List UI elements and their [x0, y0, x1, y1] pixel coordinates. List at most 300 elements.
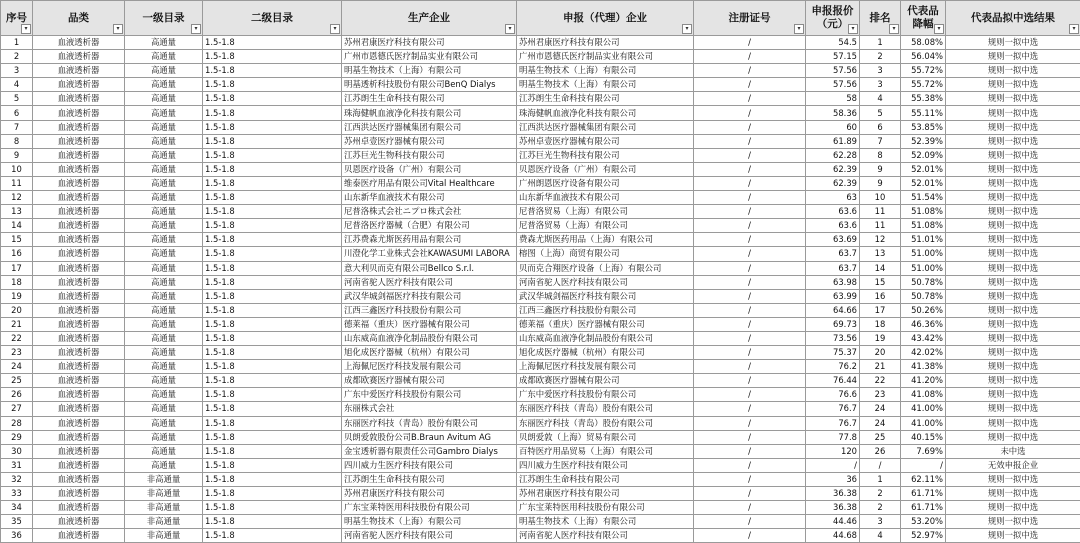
table-cell[interactable]: 规则一拟中选 — [946, 148, 1080, 162]
table-cell[interactable]: 62.39 — [806, 176, 860, 190]
table-cell[interactable]: 广州朗恩医疗设备有限公司 — [517, 176, 694, 190]
table-cell[interactable]: 62.39 — [806, 162, 860, 176]
table-cell[interactable]: 55.11% — [901, 106, 946, 120]
table-cell[interactable]: 规则一拟中选 — [946, 303, 1080, 317]
table-cell[interactable]: / — [694, 487, 806, 501]
table-cell[interactable]: 珠海健帆血液净化科技有限公司 — [342, 106, 517, 120]
table-cell[interactable]: 1 — [860, 472, 901, 486]
table-cell[interactable]: 4 — [1, 78, 33, 92]
table-cell[interactable]: / — [694, 430, 806, 444]
table-cell[interactable]: 58.36 — [806, 106, 860, 120]
column-header[interactable] — [1, 1, 33, 36]
table-cell[interactable]: 76.7 — [806, 416, 860, 430]
table-cell[interactable]: 62.28 — [806, 148, 860, 162]
table-cell[interactable]: 血液透析器 — [33, 233, 125, 247]
table-cell[interactable]: 血液透析器 — [33, 374, 125, 388]
table-cell[interactable]: 41.38% — [901, 360, 946, 374]
table-cell[interactable]: 明基生物技术（上海）有限公司 — [342, 515, 517, 529]
table-cell[interactable]: / — [694, 360, 806, 374]
column-header[interactable] — [694, 1, 806, 36]
table-cell[interactable]: 44.46 — [806, 515, 860, 529]
table-cell[interactable]: 规则一拟中选 — [946, 233, 1080, 247]
table-cell[interactable]: 19 — [860, 331, 901, 345]
table-cell[interactable]: / — [694, 458, 806, 472]
table-cell[interactable]: 17 — [1, 261, 33, 275]
table-cell[interactable]: 1.5-1.8 — [203, 205, 342, 219]
table-cell[interactable]: 1.5-1.8 — [203, 487, 342, 501]
table-cell[interactable]: 61.89 — [806, 134, 860, 148]
table-cell[interactable]: 高通量 — [125, 360, 203, 374]
filter-dropdown-icon[interactable]: ▾ — [1069, 24, 1079, 34]
table-cell[interactable]: 24 — [1, 360, 33, 374]
table-cell[interactable]: 规则一拟中选 — [946, 402, 1080, 416]
table-cell[interactable]: 血液透析器 — [33, 134, 125, 148]
table-cell[interactable]: 76.6 — [806, 388, 860, 402]
table-cell[interactable]: / — [694, 317, 806, 331]
table-cell[interactable]: 血液透析器 — [33, 444, 125, 458]
table-cell[interactable]: 1.5-1.8 — [203, 36, 342, 50]
table-cell[interactable]: 51.08% — [901, 205, 946, 219]
table-cell[interactable]: 53.85% — [901, 120, 946, 134]
table-cell[interactable]: 贝朗爱敦股份公司B.Braun Avitum AG — [342, 430, 517, 444]
table-cell[interactable]: 成都欧赛医疗器械有限公司 — [517, 374, 694, 388]
table-cell[interactable]: / — [694, 106, 806, 120]
table-cell[interactable]: 高通量 — [125, 331, 203, 345]
table-cell[interactable]: 52.01% — [901, 176, 946, 190]
table-cell[interactable]: 50.26% — [901, 303, 946, 317]
table-cell[interactable]: 德莱福（重庆）医疗器械有限公司 — [517, 317, 694, 331]
table-cell[interactable]: 2 — [860, 487, 901, 501]
table-cell[interactable]: / — [694, 134, 806, 148]
column-header[interactable] — [946, 1, 1080, 36]
table-cell[interactable]: 广东宝莱特医用科技股份有限公司 — [342, 501, 517, 515]
table-cell[interactable]: / — [694, 515, 806, 529]
table-cell[interactable]: 17 — [860, 303, 901, 317]
table-cell[interactable]: 55.38% — [901, 92, 946, 106]
table-cell[interactable]: 63.7 — [806, 261, 860, 275]
table-cell[interactable]: 18 — [1, 275, 33, 289]
table-cell[interactable]: 8 — [860, 148, 901, 162]
table-cell[interactable]: 19 — [1, 289, 33, 303]
table-cell[interactable]: 15 — [1, 233, 33, 247]
table-cell[interactable]: 1.5-1.8 — [203, 64, 342, 78]
table-cell[interactable]: 规则一拟中选 — [946, 289, 1080, 303]
table-cell[interactable]: 高通量 — [125, 176, 203, 190]
table-cell[interactable]: 规则一拟中选 — [946, 487, 1080, 501]
table-cell[interactable]: 44.68 — [806, 529, 860, 543]
table-cell[interactable]: 41.08% — [901, 388, 946, 402]
table-cell[interactable]: / — [694, 176, 806, 190]
table-cell[interactable]: 42.02% — [901, 346, 946, 360]
table-cell[interactable]: 21 — [1, 317, 33, 331]
table-cell[interactable]: 血液透析器 — [33, 176, 125, 190]
table-cell[interactable]: 15 — [860, 275, 901, 289]
table-cell[interactable]: 52.01% — [901, 162, 946, 176]
table-cell[interactable]: 武汉华城剑福医疗科技有限公司 — [517, 289, 694, 303]
table-cell[interactable]: / — [694, 36, 806, 50]
table-cell[interactable]: 广东中爱医疗科技股份有限公司 — [342, 388, 517, 402]
table-cell[interactable]: 30 — [1, 444, 33, 458]
table-cell[interactable]: 27 — [1, 402, 33, 416]
table-cell[interactable]: 高通量 — [125, 261, 203, 275]
table-cell[interactable]: 1.5-1.8 — [203, 402, 342, 416]
table-cell[interactable]: 51.08% — [901, 219, 946, 233]
table-cell[interactable]: 1.5-1.8 — [203, 191, 342, 205]
table-cell[interactable]: 1.5-1.8 — [203, 458, 342, 472]
table-cell[interactable]: 明基生物技术（上海）有限公司 — [342, 64, 517, 78]
table-cell[interactable]: 血液透析器 — [33, 458, 125, 472]
table-cell[interactable]: 苏州君康医疗科技有限公司 — [342, 36, 517, 50]
table-cell[interactable]: 53.20% — [901, 515, 946, 529]
table-cell[interactable]: / — [694, 261, 806, 275]
table-cell[interactable]: 1.5-1.8 — [203, 374, 342, 388]
table-cell[interactable]: / — [694, 120, 806, 134]
table-cell[interactable]: / — [694, 162, 806, 176]
table-cell[interactable]: 1.5-1.8 — [203, 261, 342, 275]
table-cell[interactable]: 2 — [860, 50, 901, 64]
table-cell[interactable]: 73.56 — [806, 331, 860, 345]
table-cell[interactable]: 高通量 — [125, 162, 203, 176]
table-cell[interactable]: 55.72% — [901, 78, 946, 92]
table-cell[interactable]: 120 — [806, 444, 860, 458]
table-cell[interactable]: 苏州君康医疗科技有限公司 — [342, 487, 517, 501]
table-cell[interactable]: 76.2 — [806, 360, 860, 374]
table-cell[interactable]: 金宝透析器有限责任公司Gambro Dialys — [342, 444, 517, 458]
table-cell[interactable]: 规则一拟中选 — [946, 346, 1080, 360]
filter-dropdown-icon[interactable]: ▾ — [682, 24, 692, 34]
table-cell[interactable]: 高通量 — [125, 50, 203, 64]
table-cell[interactable]: 41.00% — [901, 416, 946, 430]
table-cell[interactable]: 31 — [1, 458, 33, 472]
table-cell[interactable]: 3 — [860, 64, 901, 78]
table-cell[interactable]: 血液透析器 — [33, 317, 125, 331]
table-cell[interactable]: 高通量 — [125, 148, 203, 162]
column-header[interactable] — [125, 1, 203, 36]
table-cell[interactable]: 无效申报企业 — [946, 458, 1080, 472]
table-cell[interactable]: 百特医疗用品贸易（上海）有限公司 — [517, 444, 694, 458]
table-cell[interactable]: 江苏朗生生命科技有限公司 — [517, 472, 694, 486]
table-cell[interactable]: 41.00% — [901, 402, 946, 416]
column-header[interactable] — [342, 1, 517, 36]
table-cell[interactable]: 9 — [1, 148, 33, 162]
table-cell[interactable]: 26 — [1, 388, 33, 402]
table-cell[interactable]: / — [694, 331, 806, 345]
table-cell[interactable]: 24 — [860, 416, 901, 430]
table-cell[interactable]: 13 — [1, 205, 33, 219]
table-cell[interactable]: 规则一拟中选 — [946, 374, 1080, 388]
table-cell[interactable]: 3 — [1, 64, 33, 78]
table-cell[interactable]: 1.5-1.8 — [203, 219, 342, 233]
table-cell[interactable]: 58.08% — [901, 36, 946, 50]
table-cell[interactable]: 苏州卓壹医疗器械有限公司 — [342, 134, 517, 148]
table-cell[interactable]: 规则一拟中选 — [946, 515, 1080, 529]
table-cell[interactable]: / — [860, 458, 901, 472]
table-cell[interactable]: 规则一拟中选 — [946, 120, 1080, 134]
table-cell[interactable]: 76.44 — [806, 374, 860, 388]
table-cell[interactable]: 榕图（上海）商贸有限公司 — [517, 247, 694, 261]
table-cell[interactable]: 血液透析器 — [33, 430, 125, 444]
table-cell[interactable]: 非高通量 — [125, 501, 203, 515]
table-cell[interactable]: 未中选 — [946, 444, 1080, 458]
table-cell[interactable]: 1.5-1.8 — [203, 275, 342, 289]
table-cell[interactable]: 血液透析器 — [33, 346, 125, 360]
table-cell[interactable]: 1.5-1.8 — [203, 331, 342, 345]
table-cell[interactable]: 山东威高血液净化制品股份有限公司 — [342, 331, 517, 345]
table-cell[interactable]: 21 — [860, 360, 901, 374]
table-cell[interactable]: 规则一拟中选 — [946, 78, 1080, 92]
table-cell[interactable]: 旭化成医疗器械（杭州）有限公司 — [517, 346, 694, 360]
table-cell[interactable]: 51.54% — [901, 191, 946, 205]
table-cell[interactable]: 血液透析器 — [33, 106, 125, 120]
table-cell[interactable]: 苏州卓壹医疗器械有限公司 — [517, 134, 694, 148]
table-cell[interactable]: 规则一拟中选 — [946, 388, 1080, 402]
table-cell[interactable]: 血液透析器 — [33, 162, 125, 176]
table-cell[interactable]: 四川威力生医疗科技有限公司 — [517, 458, 694, 472]
table-cell[interactable]: 尼普洛贸易（上海）有限公司 — [517, 205, 694, 219]
table-cell[interactable]: 1.5-1.8 — [203, 120, 342, 134]
table-cell[interactable]: 明基生物技术（上海）有限公司 — [517, 515, 694, 529]
table-cell[interactable]: 1.5-1.8 — [203, 50, 342, 64]
table-cell[interactable]: 36.38 — [806, 487, 860, 501]
table-cell[interactable]: 61.71% — [901, 501, 946, 515]
table-cell[interactable]: / — [694, 444, 806, 458]
table-cell[interactable]: 河南省驼人医疗科技有限公司 — [517, 275, 694, 289]
table-cell[interactable]: 血液透析器 — [33, 191, 125, 205]
table-cell[interactable]: 1.5-1.8 — [203, 247, 342, 261]
table-cell[interactable]: 1.5-1.8 — [203, 360, 342, 374]
table-cell[interactable]: 规则一拟中选 — [946, 529, 1080, 543]
table-cell[interactable]: 规则一拟中选 — [946, 219, 1080, 233]
table-cell[interactable]: 5 — [1, 92, 33, 106]
table-cell[interactable]: 东丽医疗科技（青岛）股份有限公司 — [517, 402, 694, 416]
table-cell[interactable]: / — [694, 346, 806, 360]
table-cell[interactable]: 非高通量 — [125, 515, 203, 529]
filter-dropdown-icon[interactable]: ▾ — [848, 24, 858, 34]
table-cell[interactable]: 血液透析器 — [33, 219, 125, 233]
table-cell[interactable]: 贝恩医疗设备（广州）有限公司 — [517, 162, 694, 176]
table-cell[interactable]: 血液透析器 — [33, 416, 125, 430]
table-cell[interactable]: 上海佩尼医疗科技发展有限公司 — [517, 360, 694, 374]
table-cell[interactable]: 规则一拟中选 — [946, 416, 1080, 430]
table-cell[interactable]: 高通量 — [125, 219, 203, 233]
table-cell[interactable]: 血液透析器 — [33, 402, 125, 416]
table-cell[interactable]: 川澄化学工业株式会社KAWASUMI LABORA — [342, 247, 517, 261]
table-cell[interactable]: 规则一拟中选 — [946, 275, 1080, 289]
table-cell[interactable]: 苏州君康医疗科技有限公司 — [517, 36, 694, 50]
table-cell[interactable]: / — [694, 205, 806, 219]
table-cell[interactable]: / — [694, 92, 806, 106]
table-cell[interactable]: 河南省驼人医疗科技有限公司 — [342, 529, 517, 543]
table-cell[interactable]: 64.66 — [806, 303, 860, 317]
table-cell[interactable]: 55.72% — [901, 64, 946, 78]
table-cell[interactable]: 江西三鑫医疗科技股份有限公司 — [517, 303, 694, 317]
table-cell[interactable]: 63.69 — [806, 233, 860, 247]
table-cell[interactable]: 1.5-1.8 — [203, 444, 342, 458]
table-cell[interactable]: 规则一拟中选 — [946, 261, 1080, 275]
table-cell[interactable]: 规则一拟中选 — [946, 50, 1080, 64]
table-cell[interactable]: 明基透析科技股份有限公司BenQ Dialys — [342, 78, 517, 92]
table-cell[interactable]: 33 — [1, 487, 33, 501]
table-cell[interactable]: 9 — [860, 176, 901, 190]
table-cell[interactable]: 高通量 — [125, 317, 203, 331]
table-cell[interactable]: 52.97% — [901, 529, 946, 543]
table-cell[interactable]: 血液透析器 — [33, 36, 125, 50]
table-cell[interactable]: 高通量 — [125, 289, 203, 303]
table-cell[interactable]: 明基生物技术（上海）有限公司 — [517, 64, 694, 78]
table-cell[interactable]: 贝恩医疗设备（广州）有限公司 — [342, 162, 517, 176]
table-cell[interactable]: 血液透析器 — [33, 331, 125, 345]
table-cell[interactable]: 德莱福（重庆）医疗器械有限公司 — [342, 317, 517, 331]
table-cell[interactable]: 广州市恩德氏医疗制品实业有限公司 — [342, 50, 517, 64]
table-cell[interactable]: 江苏巨光生物科技有限公司 — [517, 148, 694, 162]
table-cell[interactable]: 血液透析器 — [33, 360, 125, 374]
table-cell[interactable]: / — [694, 303, 806, 317]
table-cell[interactable]: 1.5-1.8 — [203, 289, 342, 303]
table-cell[interactable]: 广东中爱医疗科技股份有限公司 — [517, 388, 694, 402]
table-cell[interactable]: 东丽医疗科技（青岛）股份有限公司 — [517, 416, 694, 430]
table-cell[interactable]: 高通量 — [125, 430, 203, 444]
table-cell[interactable]: 63.98 — [806, 275, 860, 289]
table-cell[interactable]: / — [694, 529, 806, 543]
table-cell[interactable]: 东丽医疗科技（青岛）股份有限公司 — [342, 416, 517, 430]
table-cell[interactable]: 76.7 — [806, 402, 860, 416]
table-cell[interactable]: 10 — [1, 162, 33, 176]
table-cell[interactable]: 尼普洛医疗器械（合肥）有限公司 — [342, 219, 517, 233]
table-cell[interactable]: 61.71% — [901, 487, 946, 501]
table-cell[interactable]: 11 — [860, 219, 901, 233]
table-cell[interactable]: 1 — [1, 36, 33, 50]
table-cell[interactable]: 9 — [860, 162, 901, 176]
table-cell[interactable]: 1.5-1.8 — [203, 430, 342, 444]
table-cell[interactable]: 24 — [860, 402, 901, 416]
filter-dropdown-icon[interactable]: ▾ — [191, 24, 201, 34]
table-cell[interactable]: 规则一拟中选 — [946, 430, 1080, 444]
table-cell[interactable]: 高通量 — [125, 120, 203, 134]
table-cell[interactable]: 57.56 — [806, 78, 860, 92]
table-cell[interactable]: 1.5-1.8 — [203, 176, 342, 190]
table-cell[interactable]: 规则一拟中选 — [946, 36, 1080, 50]
table-cell[interactable]: 25 — [860, 430, 901, 444]
table-cell[interactable]: / — [694, 501, 806, 515]
table-cell[interactable]: 1.5-1.8 — [203, 134, 342, 148]
table-cell[interactable]: 山东威高血液净化制品股份有限公司 — [517, 331, 694, 345]
table-cell[interactable]: / — [694, 219, 806, 233]
filter-dropdown-icon[interactable]: ▾ — [505, 24, 515, 34]
filter-dropdown-icon[interactable]: ▾ — [113, 24, 123, 34]
table-cell[interactable]: 明基生物技术（上海）有限公司 — [517, 78, 694, 92]
filter-dropdown-icon[interactable]: ▾ — [889, 24, 899, 34]
table-cell[interactable]: 6 — [860, 120, 901, 134]
table-cell[interactable]: 广州市恩德氏医疗制品实业有限公司 — [517, 50, 694, 64]
table-cell[interactable]: 血液透析器 — [33, 148, 125, 162]
table-cell[interactable]: 血液透析器 — [33, 64, 125, 78]
table-cell[interactable]: 高通量 — [125, 416, 203, 430]
filter-dropdown-icon[interactable]: ▾ — [794, 24, 804, 34]
table-cell[interactable]: 13 — [860, 247, 901, 261]
table-cell[interactable]: 1.5-1.8 — [203, 233, 342, 247]
table-cell[interactable]: 武汉华城剑福医疗科技有限公司 — [342, 289, 517, 303]
table-cell[interactable]: 上海佩尼医疗科技发展有限公司 — [342, 360, 517, 374]
table-cell[interactable]: 江苏朗生生命科技有限公司 — [517, 92, 694, 106]
table-cell[interactable]: 高通量 — [125, 191, 203, 205]
table-cell[interactable]: 29 — [1, 430, 33, 444]
table-cell[interactable]: 1.5-1.8 — [203, 346, 342, 360]
table-cell[interactable]: 维泰医疗用品有限公司Vital Healthcare — [342, 176, 517, 190]
table-cell[interactable]: 山东新华血液技术有限公司 — [517, 191, 694, 205]
table-cell[interactable]: 山东新华血液技术有限公司 — [342, 191, 517, 205]
table-cell[interactable]: 费森尤斯医药用品（上海）有限公司 — [517, 233, 694, 247]
table-cell[interactable]: 51.00% — [901, 261, 946, 275]
table-cell[interactable]: / — [694, 416, 806, 430]
table-cell[interactable]: 高通量 — [125, 374, 203, 388]
table-cell[interactable]: 35 — [1, 515, 33, 529]
table-cell[interactable]: / — [694, 233, 806, 247]
table-cell[interactable]: 1.5-1.8 — [203, 92, 342, 106]
table-cell[interactable]: / — [694, 247, 806, 261]
table-cell[interactable]: 2 — [1, 50, 33, 64]
table-cell[interactable]: 63.99 — [806, 289, 860, 303]
table-cell[interactable]: 22 — [1, 331, 33, 345]
table-cell[interactable]: / — [694, 78, 806, 92]
table-cell[interactable]: 高通量 — [125, 106, 203, 120]
table-cell[interactable]: 高通量 — [125, 346, 203, 360]
table-cell[interactable]: 高通量 — [125, 444, 203, 458]
table-cell[interactable]: 血液透析器 — [33, 529, 125, 543]
table-cell[interactable]: 1.5-1.8 — [203, 472, 342, 486]
table-cell[interactable]: 高通量 — [125, 458, 203, 472]
table-cell[interactable]: 血液透析器 — [33, 78, 125, 92]
table-cell[interactable]: 46.36% — [901, 317, 946, 331]
table-cell[interactable]: 1.5-1.8 — [203, 529, 342, 543]
table-cell[interactable]: 血液透析器 — [33, 275, 125, 289]
table-cell[interactable]: 苏州君康医疗科技有限公司 — [517, 487, 694, 501]
table-cell[interactable]: 贝朗爱敦（上海）贸易有限公司 — [517, 430, 694, 444]
table-cell[interactable]: 26 — [860, 444, 901, 458]
table-cell[interactable]: 63.6 — [806, 205, 860, 219]
table-cell[interactable]: 规则一拟中选 — [946, 191, 1080, 205]
table-cell[interactable]: 6 — [1, 106, 33, 120]
table-cell[interactable]: 22 — [860, 374, 901, 388]
table-cell[interactable]: 20 — [1, 303, 33, 317]
filter-dropdown-icon[interactable]: ▾ — [21, 24, 31, 34]
table-cell[interactable]: 规则一拟中选 — [946, 92, 1080, 106]
table-cell[interactable]: 高通量 — [125, 303, 203, 317]
filter-dropdown-icon[interactable]: ▾ — [934, 24, 944, 34]
table-cell[interactable]: 50.78% — [901, 289, 946, 303]
table-cell[interactable]: 36.38 — [806, 501, 860, 515]
table-cell[interactable]: 成都欧赛医疗器械有限公司 — [342, 374, 517, 388]
table-cell[interactable]: 23 — [860, 388, 901, 402]
column-header[interactable] — [860, 1, 901, 36]
table-cell[interactable]: 河南省驼人医疗科技有限公司 — [517, 529, 694, 543]
filter-dropdown-icon[interactable]: ▾ — [330, 24, 340, 34]
table-cell[interactable]: 高通量 — [125, 92, 203, 106]
table-cell[interactable]: 规则一拟中选 — [946, 317, 1080, 331]
table-cell[interactable]: 江西洪达医疗器械集团有限公司 — [517, 120, 694, 134]
table-cell[interactable]: 1.5-1.8 — [203, 388, 342, 402]
table-cell[interactable]: 28 — [1, 416, 33, 430]
table-cell[interactable]: 60 — [806, 120, 860, 134]
table-cell[interactable]: 1.5-1.8 — [203, 501, 342, 515]
table-cell[interactable]: 75.37 — [806, 346, 860, 360]
table-cell[interactable]: 江苏费森尤斯医药用品有限公司 — [342, 233, 517, 247]
table-cell[interactable]: 江西三鑫医疗科技股份有限公司 — [342, 303, 517, 317]
table-cell[interactable]: 51.01% — [901, 233, 946, 247]
table-cell[interactable]: 1.5-1.8 — [203, 148, 342, 162]
table-cell[interactable]: / — [694, 275, 806, 289]
table-cell[interactable]: 规则一拟中选 — [946, 472, 1080, 486]
table-cell[interactable]: / — [694, 50, 806, 64]
